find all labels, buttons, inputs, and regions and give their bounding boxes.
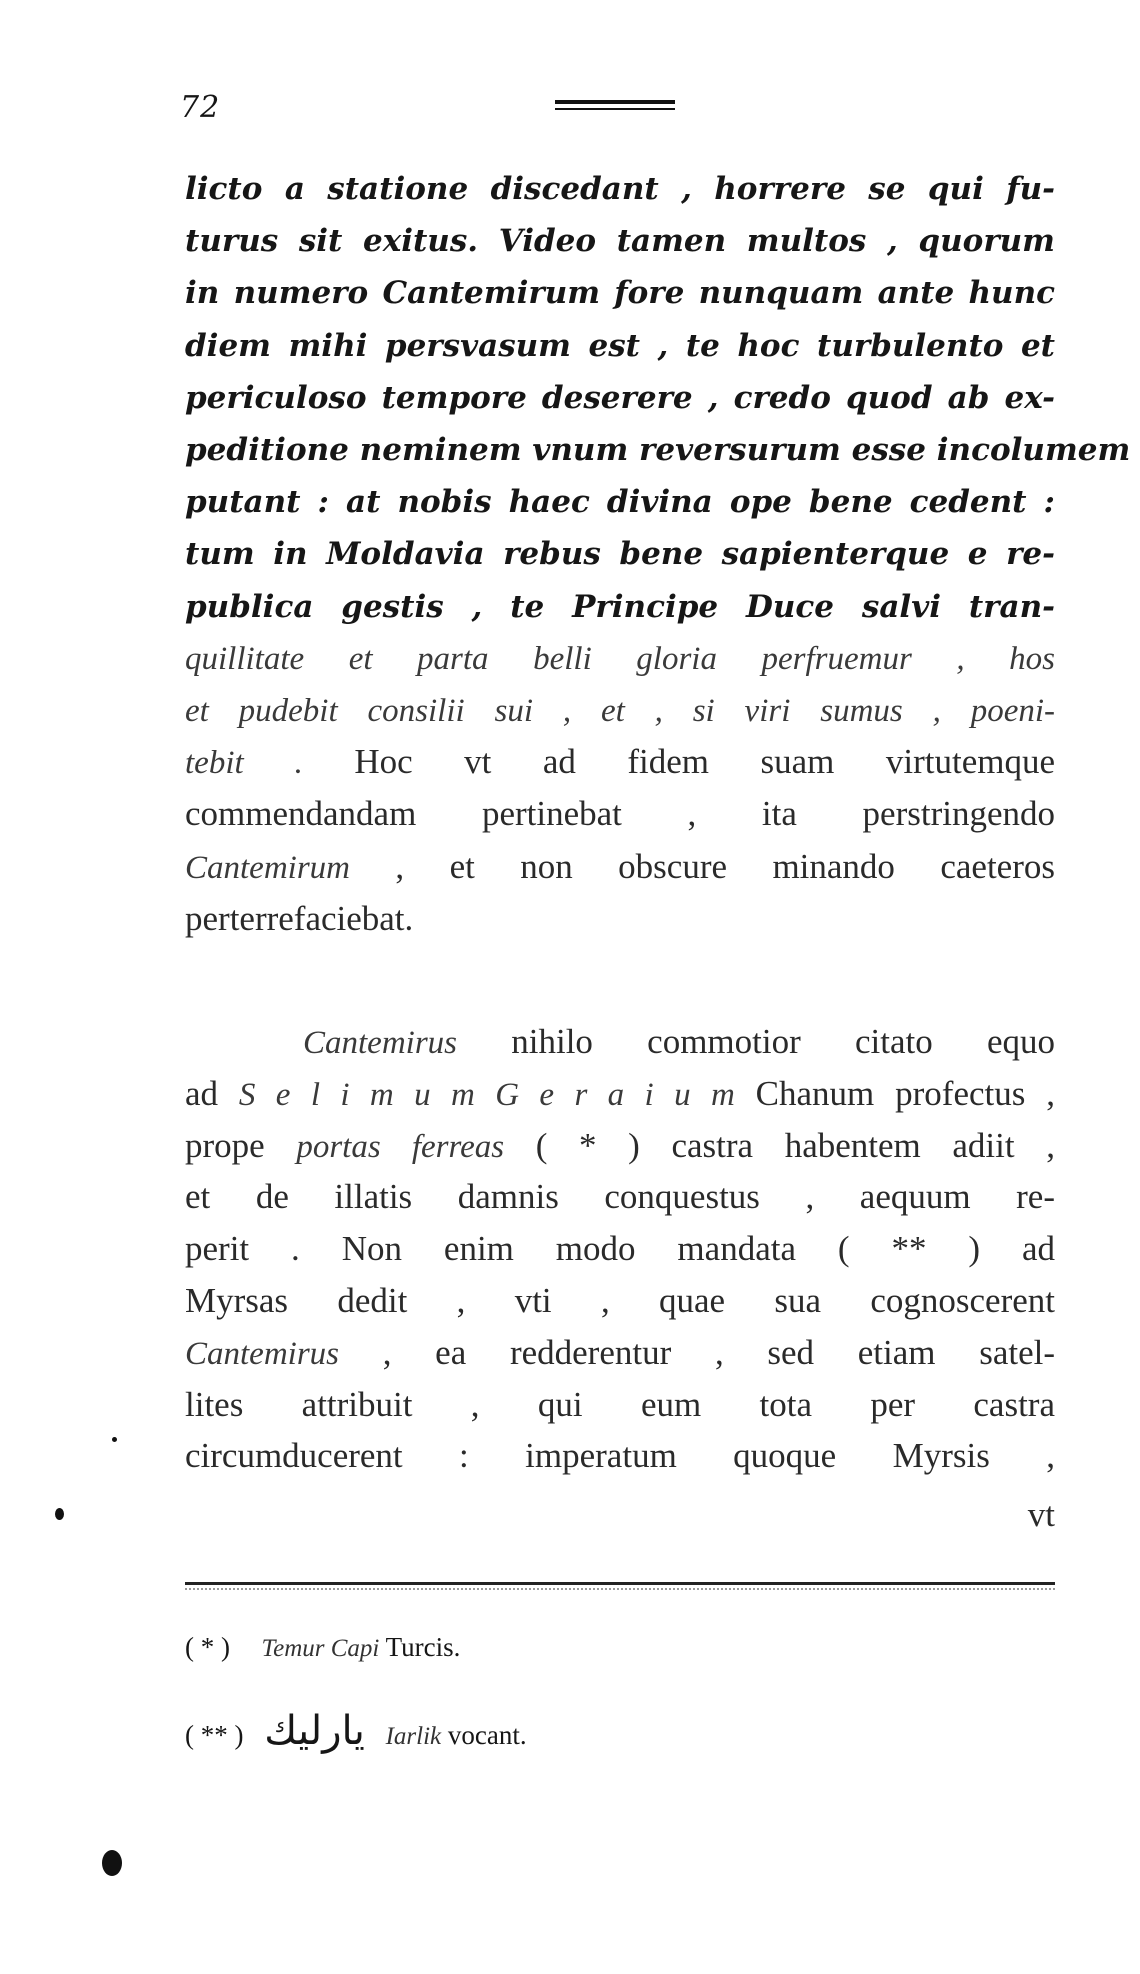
footnote-2-marker: ( ** ) bbox=[185, 1720, 244, 1750]
text-segment: Cantemirus bbox=[303, 1025, 458, 1061]
text-segment: tebit . bbox=[185, 745, 303, 782]
text-segment: et pudebit consilii sui , et , si viri sumus , poeni- bbox=[185, 693, 1055, 729]
text-line bbox=[185, 1229, 1055, 1269]
text-segment: Myrsas dedit , vti , quae sua cognoscerent bbox=[185, 1281, 1055, 1320]
footnote-rule bbox=[185, 1582, 1055, 1585]
text-segment: commendandam pertinebat , ita perstringendo bbox=[185, 794, 1055, 834]
text-segment: portas ferreas bbox=[296, 1128, 505, 1165]
text-line bbox=[185, 429, 1131, 470]
footnote-2-italic: Iarlik bbox=[385, 1723, 442, 1750]
text-segment: peditione neminem vnum reversurum esse incolumem bbox=[185, 432, 1131, 468]
text-segment: perit . Non enim modo mandata ( ** ) ad bbox=[185, 1229, 1055, 1269]
text-segment: Cantemirus bbox=[185, 1335, 340, 1372]
text-line bbox=[185, 899, 1055, 939]
text-line bbox=[185, 377, 1055, 418]
text-line bbox=[185, 1333, 1055, 1374]
ink-dot bbox=[112, 1437, 117, 1442]
text-segment: publica gestis , te Principe Duce salvi tran- bbox=[185, 588, 1055, 625]
text-line bbox=[185, 481, 1055, 522]
text-line bbox=[185, 794, 1055, 834]
footnote-1-marker: ( * ) bbox=[185, 1632, 230, 1662]
text-segment: ( * ) castra habentem adiit , bbox=[504, 1125, 1055, 1165]
footnote-rule-dotted bbox=[185, 1588, 1055, 1590]
catchword-text: vt bbox=[1027, 1495, 1055, 1534]
text-line bbox=[185, 1126, 1055, 1167]
text-line bbox=[185, 690, 1055, 731]
text-segment: in numero Cantemirum fore nunquam ante hunc bbox=[185, 275, 1055, 312]
text-segment: perterrefaciebat. bbox=[185, 898, 414, 938]
text-segment: S e l i m u m G e r a i u m bbox=[238, 1076, 735, 1113]
text-segment: ad bbox=[185, 1073, 239, 1113]
text-segment: , ea redderentur , sed etiam satel- bbox=[339, 1332, 1055, 1372]
text-line bbox=[185, 1385, 1055, 1425]
page-number: 72 bbox=[180, 90, 221, 125]
text-line bbox=[185, 742, 1055, 783]
header-rule-thin bbox=[555, 108, 675, 110]
text-line bbox=[185, 168, 1055, 209]
text-line bbox=[185, 533, 1055, 574]
text-segment: et de illatis damnis conquestus , aequum re- bbox=[185, 1177, 1055, 1217]
text-segment: circumducerent : imperatum quoque Myrsis , bbox=[185, 1436, 1055, 1476]
text-line bbox=[185, 1436, 1055, 1476]
text-segment: tum in Moldavia rebus bene sapienterque e re- bbox=[185, 536, 1055, 573]
footnote-1 bbox=[185, 1630, 460, 1666]
text-segment: prope bbox=[185, 1125, 297, 1165]
header-rule bbox=[555, 100, 675, 111]
footnote-2 bbox=[185, 1708, 527, 1754]
catchword bbox=[185, 1495, 1055, 1535]
footnote-1-text: Turcis. bbox=[385, 1632, 461, 1662]
footnote-2-arabic: يارليك bbox=[264, 1708, 365, 1754]
text-segment: lites attribuit , qui eum tota per castra bbox=[185, 1384, 1055, 1424]
text-line bbox=[185, 638, 1055, 679]
text-line bbox=[185, 1177, 1055, 1217]
text-segment: putant : at nobis haec divina ope bene cedent : bbox=[185, 484, 1055, 521]
text-segment: turus sit exitus. Video tamen multos , quorum bbox=[185, 223, 1055, 260]
text-line bbox=[185, 847, 1055, 888]
footnote-1-italic: Temur Capi bbox=[261, 1635, 380, 1662]
text-segment: Chanum profectus , bbox=[734, 1073, 1056, 1113]
text-line bbox=[185, 1281, 1055, 1321]
text-segment: Cantemirum bbox=[185, 849, 350, 886]
text-line bbox=[185, 325, 1055, 366]
ink-speck bbox=[55, 1508, 64, 1520]
text-segment: , et non obscure minando caeteros bbox=[350, 846, 1055, 886]
text-segment: licto a statione discedant , horrere se qui fu- bbox=[185, 171, 1055, 207]
text-segment: Hoc vt ad fidem suam virtutemque bbox=[302, 742, 1055, 782]
text-segment: periculoso tempore deserere , credo quod ab ex- bbox=[185, 379, 1055, 416]
text-segment: quillitate et parta belli gloria perfruemur , hos bbox=[185, 640, 1055, 677]
footnote-2-text: vocant. bbox=[447, 1720, 527, 1750]
text-segment: nihilo commotior citato equo bbox=[457, 1022, 1055, 1061]
text-line bbox=[185, 586, 1055, 627]
ink-blot bbox=[102, 1850, 122, 1876]
header-rule-thick bbox=[555, 100, 675, 104]
text-line bbox=[185, 272, 1055, 313]
text-segment: diem mihi persvasum est , te hoc turbulento et bbox=[185, 327, 1055, 364]
text-line bbox=[185, 1074, 1055, 1115]
text-line bbox=[185, 1022, 1055, 1063]
text-line bbox=[185, 220, 1055, 261]
